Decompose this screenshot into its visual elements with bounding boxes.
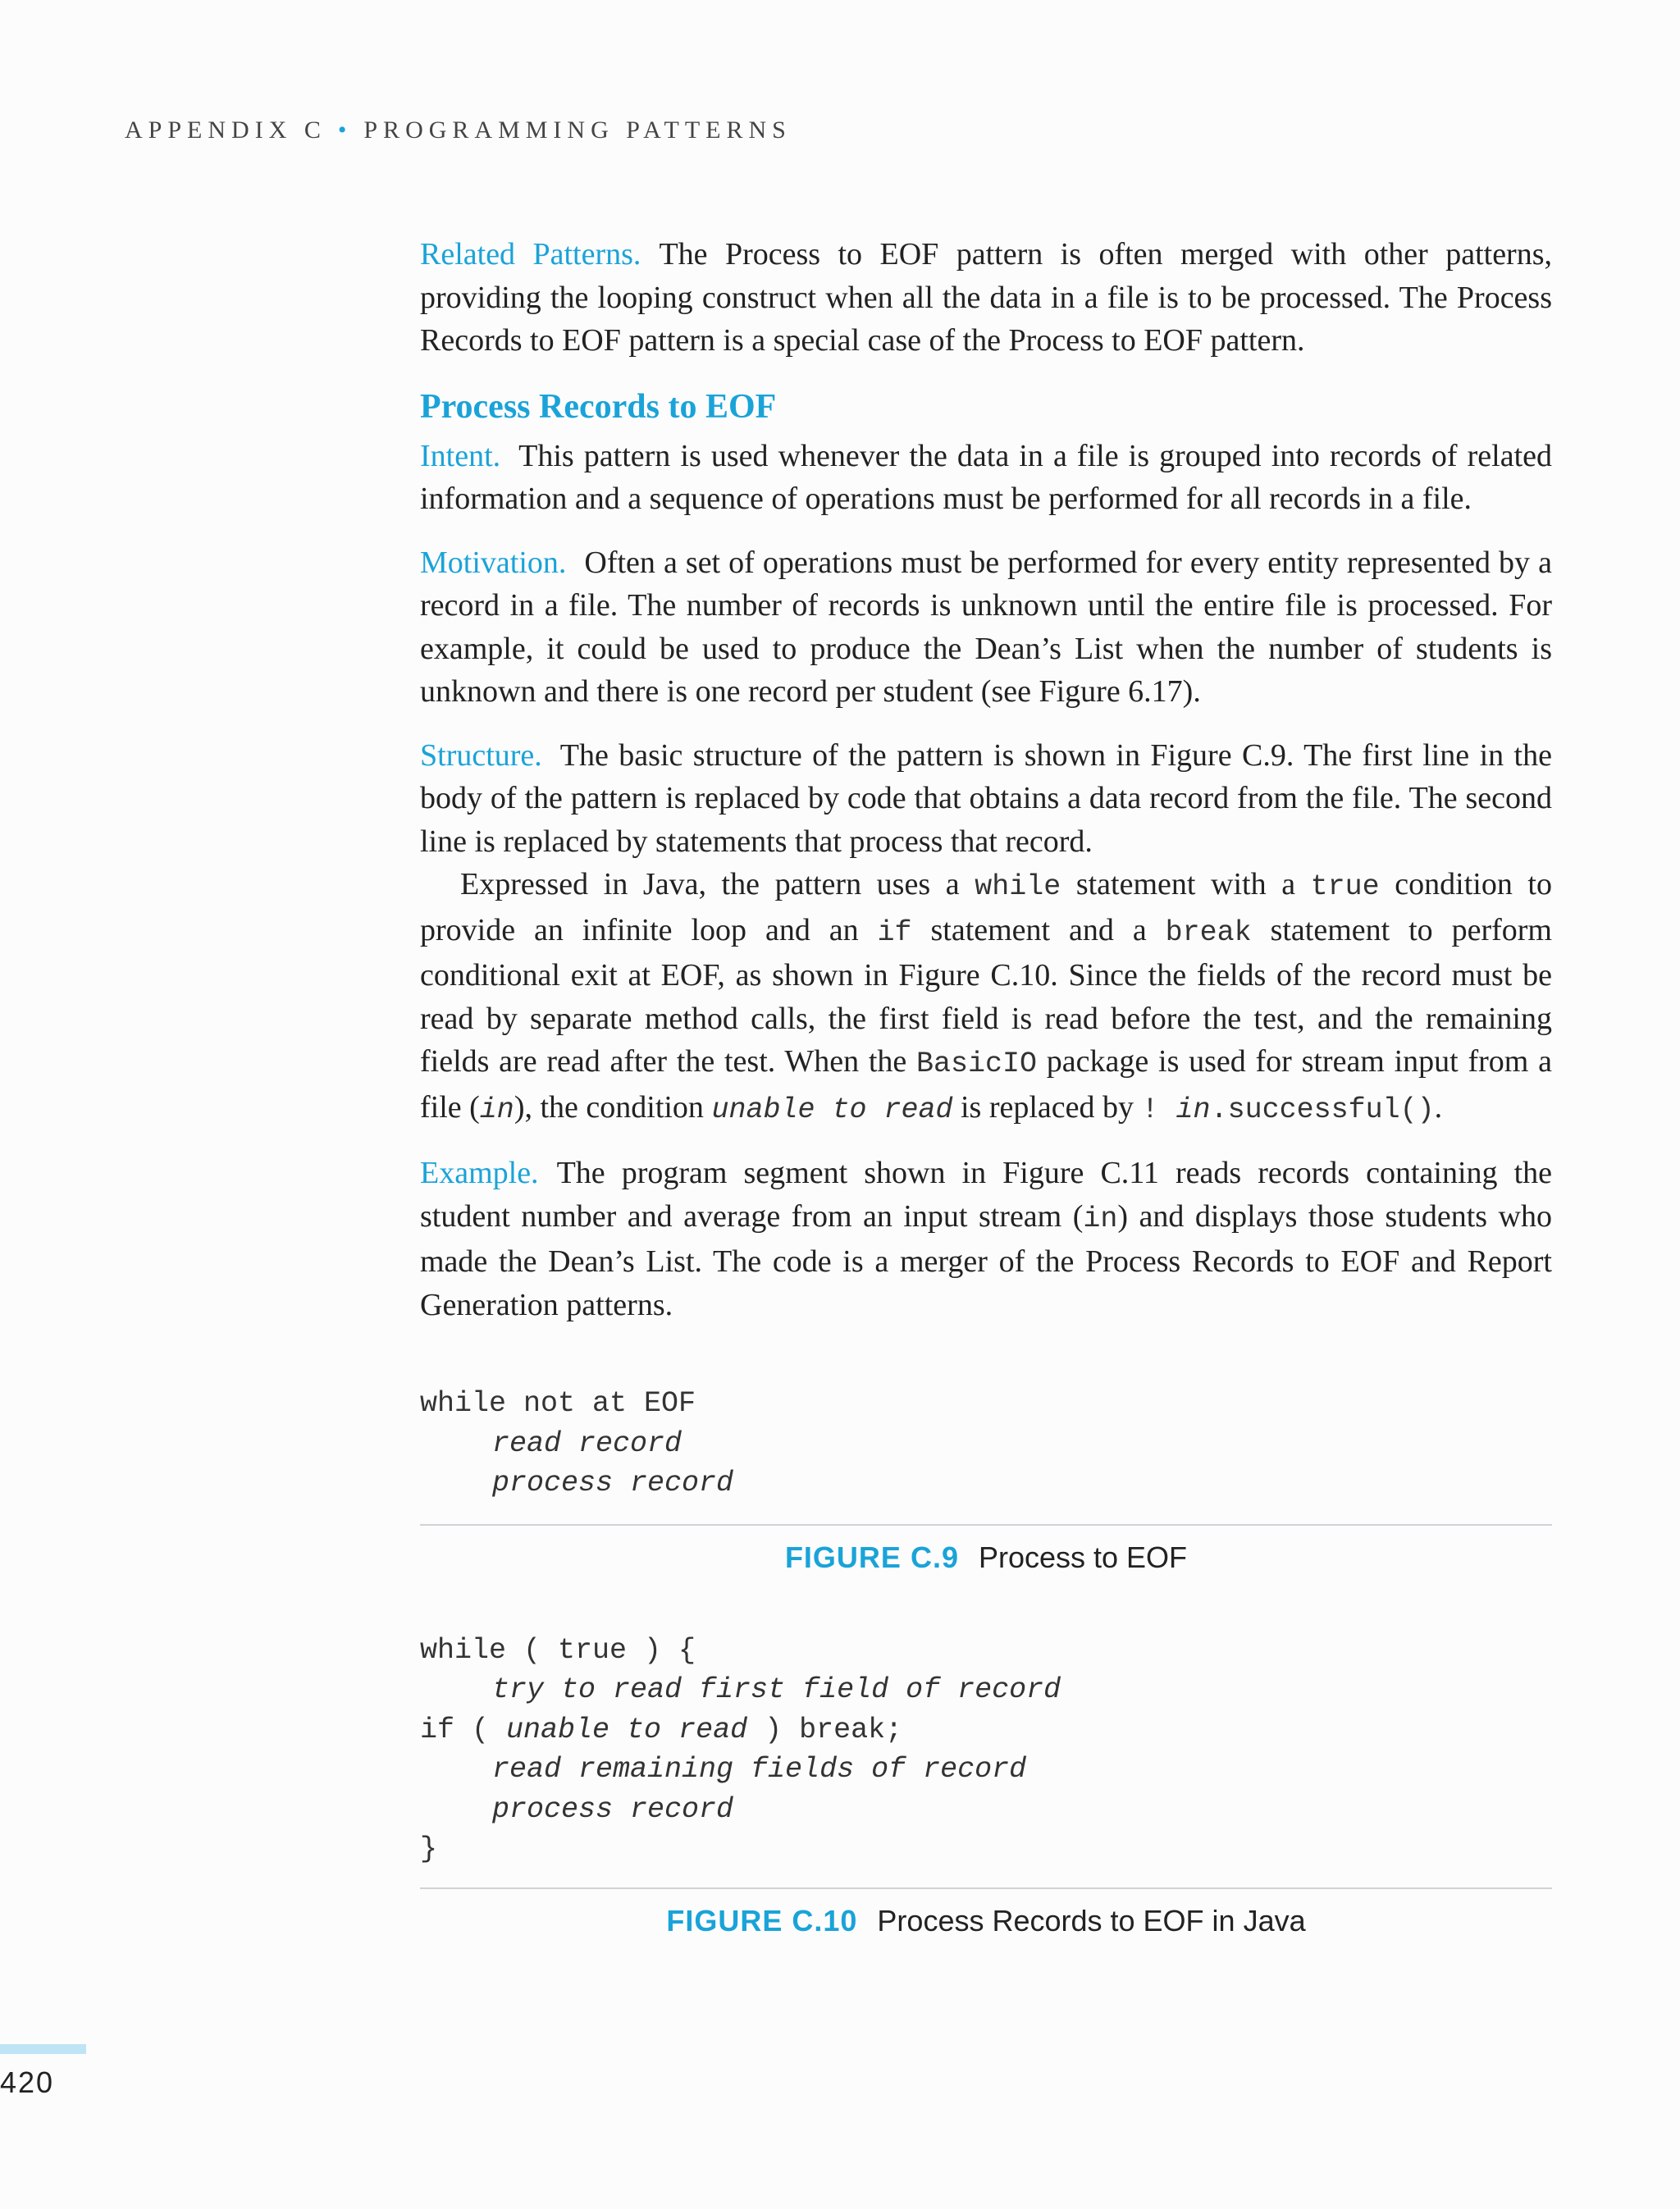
figure-c9-code [420,1384,1552,1504]
example-label: Example. [420,1156,539,1190]
example-text-2: ) and displays those students who made the Dean’s List. The code is a merger of the Process Records to EOF and Report Generation patterns. [420,1198,1552,1322]
code-line: process record [492,1467,734,1499]
code-line: while ( true ) { [420,1633,696,1667]
related-patterns-paragraph [420,233,1552,363]
code-not: ! [1141,1093,1176,1126]
figure-c9 [420,1384,1552,1575]
motivation-label: Motivation. [420,545,567,580]
intent-text: This pattern is used whenever the data in a file is grouped into records of related information and a sequence of operations must be performed for all records in a file. [420,438,1552,516]
code-break: break [1165,915,1252,949]
code-line: read record [492,1426,682,1460]
structure-paragraph [420,734,1552,864]
related-patterns-text: The Process to EOF pattern is often merged with other patterns, providing the looping construct when all the data in a file is to be processed. The Process Records to EOF pattern is a special case of the Process to EOF pattern. [420,237,1552,358]
java-text-7: ), the condition [514,1089,712,1125]
code-break-stmt: ) break; [747,1713,903,1746]
code-line: try to read first field of record [492,1673,1061,1706]
code-if-open: if ( [420,1713,507,1746]
figure-c9-title: Process to EOF [978,1540,1188,1574]
code-line: read remaining fields of record [492,1753,1027,1786]
related-patterns-label: Related Patterns. [420,237,641,272]
code-line: } [420,1832,438,1865]
code-unable-to-read: unable to read [711,1093,953,1126]
code-line [420,1710,1552,1750]
java-text-4: statement and a [911,912,1166,947]
figure-c10-label: FIGURE C.10 [666,1903,858,1937]
figure-c9-rule [420,1524,1552,1526]
motivation-text: Often a set of operations must be performed for every entity represented by a record in a file. The number of records is unknown until the entire file is processed. For example, it could be used to produce the Dean’s List when the number of students is unknown and there is one record per student (see Figure 6.17). [420,545,1552,709]
code-in-object: in [1176,1093,1211,1126]
code-true: true [1310,870,1380,903]
code-line: while not at EOF [420,1387,696,1420]
figure-c10-rule [420,1887,1552,1889]
structure-text: The basic structure of the pattern is shown in Figure C.9. The first line in the body of the pattern is replaced by code that obtains a data record from the file. The second line is replaced by statements that process that record. [420,737,1552,859]
java-text-5: statement to perform conditional exit at EOF, as shown in Figure C.10. Since the fields of the record must be read by separate method calls, the first field is read before the test, and the remaining fields are read after the test. When the [420,912,1552,1079]
code-unable-to-read: unable to read [506,1713,748,1746]
java-text-1: Expressed in Java, the pattern uses a [460,867,975,901]
running-head-bullet: • [337,116,353,144]
page-number-tab [0,2044,86,2054]
java-text-8: is replaced by [952,1089,1142,1125]
figure-c10-title: Process Records to EOF in Java [877,1903,1306,1937]
running-head-chapter: PROGRAMMING PATTERNS [363,116,792,144]
example-paragraph [420,1152,1552,1326]
intent-paragraph [420,435,1552,521]
figure-c10-caption [420,1904,1552,1938]
intent-label: Intent. [420,438,501,473]
code-in-stream: in [1083,1202,1118,1235]
running-head [125,116,792,144]
page-number: 420 [0,2065,55,2099]
java-text-3: condition to provide an infinite loop and an [420,867,1552,947]
code-line: process record [492,1792,734,1826]
java-text-9: . [1434,1089,1443,1125]
figure-c10 [420,1631,1552,1938]
figure-c9-label: FIGURE C.9 [784,1540,959,1574]
structure-label: Structure. [420,737,542,773]
java-text-2: statement with a [1061,867,1311,901]
running-head-appendix: APPENDIX C [125,116,326,144]
section-title: Process Records to EOF [420,387,777,426]
page-content [420,233,1552,1938]
java-paragraph [420,863,1552,1131]
code-in: in [479,1093,514,1126]
code-successful: .successful() [1210,1093,1435,1126]
figure-c9-caption [420,1540,1552,1575]
java-text-6: package is used for stream input from a file ( [420,1044,1552,1125]
example-text-1: The program segment shown in Figure C.11 reads records containing the student number and average from an input stream ( [420,1156,1552,1234]
code-if: if [877,915,912,949]
motivation-paragraph [420,541,1552,714]
code-basicio: BasicIO [916,1047,1038,1080]
figure-c10-code [420,1631,1552,1869]
code-while: while [975,870,1061,903]
